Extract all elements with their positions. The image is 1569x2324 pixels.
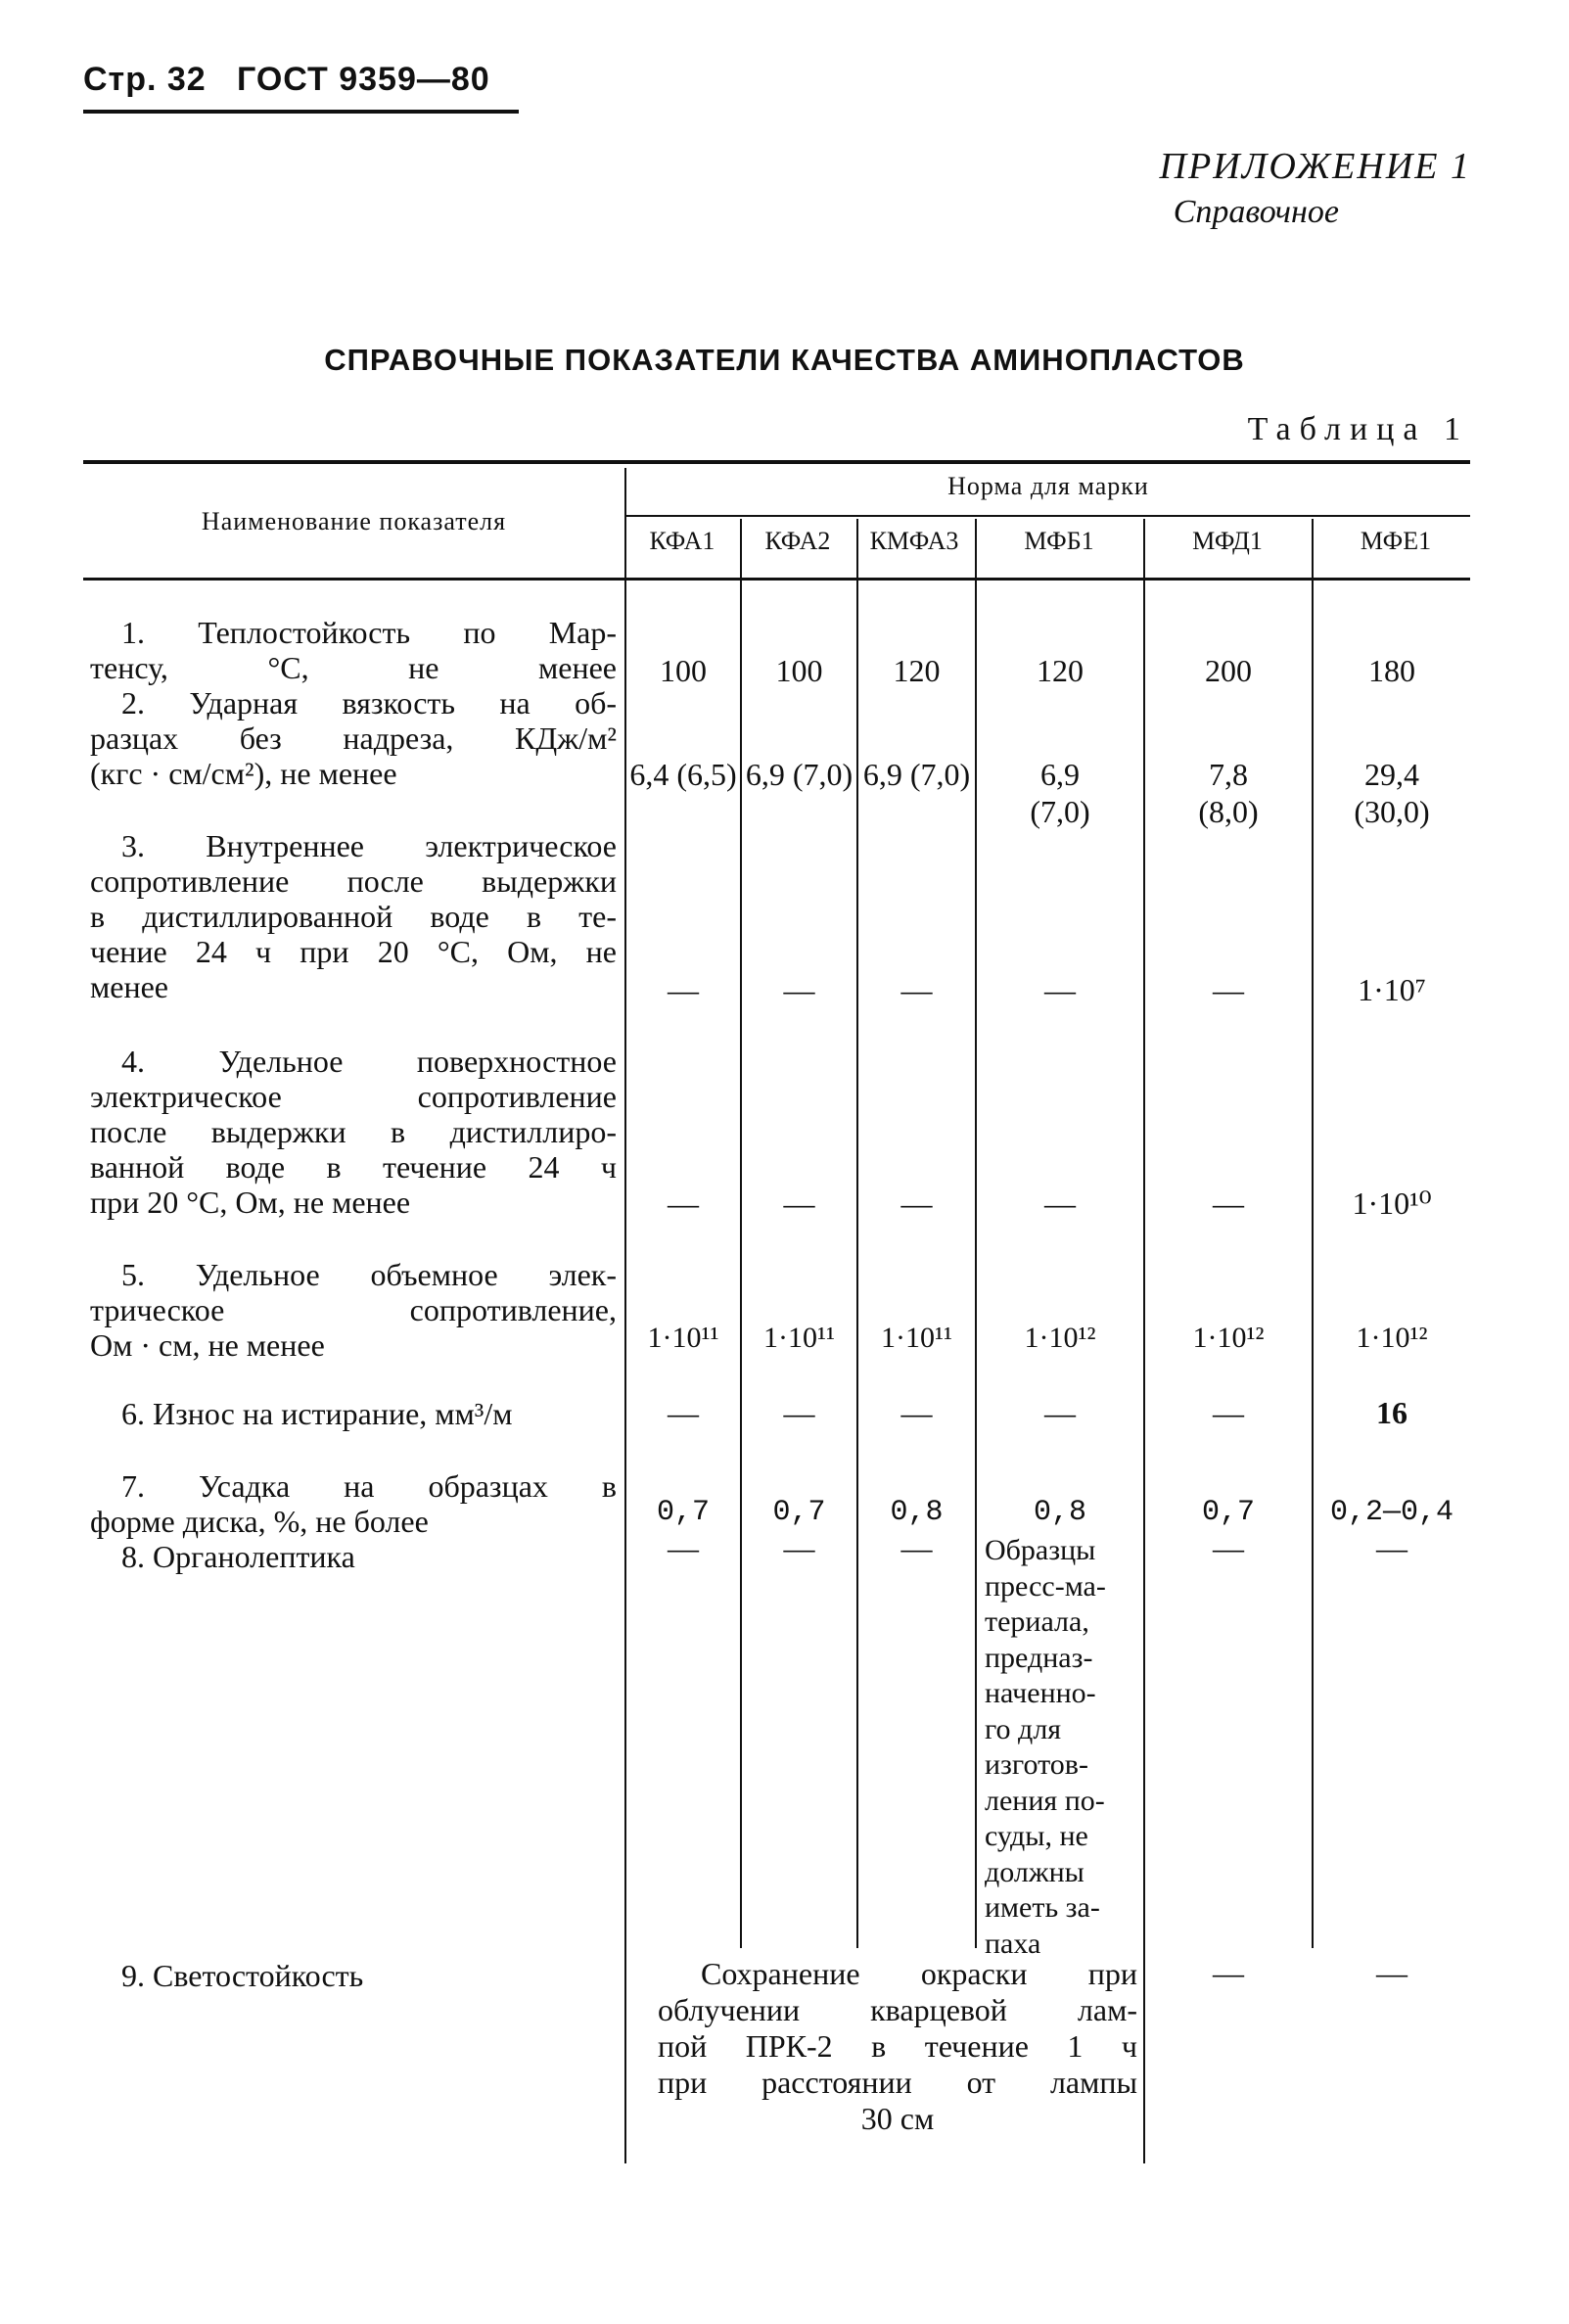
- row7-value-kfa2: 0,7: [772, 1496, 826, 1529]
- column-header-kmfa3: КМФА3: [869, 527, 959, 555]
- appendix-title: ПРИЛОЖЕНИЕ 1: [1159, 146, 1471, 187]
- mfb1-organ-line: наченно-: [985, 1677, 1096, 1709]
- row9-merged-value: [658, 1956, 1137, 2137]
- row7-label-line2: форме диска, %, не более: [90, 1504, 429, 1539]
- header-norm: Норма для марки: [947, 472, 1149, 500]
- row4-label-line1: 4. Удельное поверхностное: [121, 1044, 617, 1079]
- row9-merged-line3: пой ПРК-2 в течение 1 ч: [658, 2028, 1137, 2064]
- mfb1-organ-line: го для: [985, 1712, 1062, 1745]
- row8-value-kfa1: —: [668, 1530, 699, 1565]
- row1-value-kmfa3: 120: [893, 653, 941, 688]
- row4-value-mfe1: 1·10¹⁰: [1352, 1185, 1432, 1221]
- row9-merged-line4: при расстоянии от лампы: [658, 2065, 1137, 2100]
- row4-label-line3: после выдержки в дистиллиро-: [90, 1114, 617, 1149]
- row-labels: [90, 615, 617, 791]
- mfb1-organ-line: ления по-: [985, 1784, 1105, 1817]
- row7-value-mfe1: 0,2—0,4: [1329, 1496, 1454, 1529]
- table-label: Таблица 1: [1247, 411, 1469, 447]
- row2-label-line3: (кгс · см/см²), не менее: [90, 756, 397, 791]
- row2-value-kfa1: 6,4 (6,5): [629, 757, 737, 792]
- row8-label: 8. Органолептика: [121, 1539, 355, 1574]
- row3-value-kfa2: —: [783, 972, 815, 1007]
- header-indicator-name: Наименование показателя: [201, 507, 507, 535]
- mfb1-organ-line: Образцы: [985, 1534, 1096, 1566]
- mfb1-organ-line: должны: [985, 1855, 1084, 1888]
- mfb1-organ-line: иметь за-: [985, 1891, 1100, 1924]
- row8-value-kfa2: —: [783, 1530, 815, 1565]
- row1-value-kfa1: 100: [660, 653, 707, 688]
- norm-header-rule: [624, 515, 1470, 517]
- row2-label-line2: разцах без надреза, КДж/м²: [90, 720, 617, 756]
- row9-value-mfd1: —: [1213, 1955, 1244, 1990]
- row4-label-line4: ванной воде в течение 24 ч: [90, 1149, 617, 1185]
- row1-value-mfe1: 180: [1368, 653, 1415, 688]
- appendix-status: Справочное: [1173, 194, 1339, 230]
- row7-value-kfa1: 0,7: [656, 1496, 710, 1529]
- col-divider-3: [975, 519, 977, 1948]
- column-header-mfb1: МФБ1: [1024, 527, 1094, 555]
- row2-value-mfb1: 6,9 (7,0): [1030, 757, 1090, 829]
- row4-value-mfd1: —: [1213, 1185, 1244, 1221]
- row5-label-line3: Ом · см, не менее: [90, 1327, 325, 1363]
- row2-value-kfa2: 6,9 (7,0): [745, 757, 854, 792]
- row3-label-line5: менее: [90, 969, 168, 1004]
- row5-labels: [90, 1257, 617, 1363]
- page-header: [83, 61, 490, 99]
- row3-value-mfe1: 1·10⁷: [1358, 972, 1426, 1007]
- row6-value-mfd1: —: [1213, 1395, 1244, 1430]
- mfb1-organ-line: паха: [985, 1927, 1041, 1960]
- row1-value-kfa2: 100: [775, 653, 823, 688]
- row3-label-line2: сопротивление после выдержки: [90, 863, 617, 899]
- col-divider-0: [624, 468, 626, 2163]
- row6-value-kmfa3: —: [900, 1395, 933, 1430]
- row6-value-kfa2: —: [783, 1395, 815, 1430]
- table-top-rule: [83, 460, 1470, 464]
- mfb1-organ-line: пресс-ма-: [985, 1569, 1106, 1603]
- row2-label-line1: 2. Ударная вязкость на об-: [121, 685, 617, 720]
- row2-value-kmfa3: 6,9 (7,0): [862, 757, 971, 792]
- row8-value-kmfa3: —: [900, 1530, 933, 1565]
- col-divider-2: [856, 519, 858, 1948]
- row1-label-line1: 1. Теплостойкость по Мар-: [121, 615, 617, 650]
- row7-value-kmfa3: 0,8: [890, 1496, 944, 1529]
- header-bottom-rule: [83, 578, 1470, 581]
- row7-value-mfd1: 0,7: [1201, 1496, 1255, 1529]
- row8-value-mfb1: [985, 1533, 1141, 1962]
- header-rule: [83, 110, 519, 114]
- row5-value-mfe1: 1·10¹²: [1356, 1322, 1428, 1354]
- row3-labels: [90, 828, 617, 1004]
- row1-label-line2: тенсу, °С, не менее: [90, 650, 617, 685]
- row9-merged-line5: 30 см: [860, 2101, 935, 2136]
- row6-value-kfa1: —: [668, 1395, 699, 1430]
- column-header-kfa2: КФА2: [764, 527, 831, 555]
- column-header-mfe1: МФЕ1: [1360, 527, 1432, 555]
- page-number: Стр. 32: [83, 61, 207, 98]
- mfb1-organ-line: териала,: [985, 1605, 1089, 1638]
- row7-labels: [90, 1468, 617, 1539]
- col-divider-1: [740, 519, 742, 1948]
- row8-value-mfd1: —: [1213, 1530, 1244, 1565]
- mfb1-organ-line: суды, не: [985, 1820, 1088, 1852]
- row3-label-line4: чение 24 ч при 20 °С, Ом, не: [90, 934, 617, 969]
- row5-value-mfb1: 1·10¹²: [1024, 1322, 1096, 1354]
- row3-value-kmfa3: —: [900, 972, 933, 1007]
- mfb1-organ-line: предназ-: [985, 1641, 1093, 1674]
- row1-value-mfd1: 200: [1205, 653, 1252, 688]
- row5-value-kfa2: 1·10¹¹: [763, 1322, 835, 1354]
- row4-value-mfb1: —: [1044, 1185, 1076, 1221]
- mfb1-organ-line: изготов-: [985, 1748, 1088, 1781]
- row6-value-mfe1: 16: [1376, 1395, 1407, 1430]
- row4-value-kmfa3: —: [900, 1185, 933, 1221]
- row9-merged-line2: облучении кварцевой лам-: [658, 1992, 1137, 2027]
- row2-value-mfd1: 7,8 (8,0): [1198, 757, 1259, 829]
- row5-label-line1: 5. Удельное объемное элек-: [121, 1257, 617, 1292]
- row6-label: 6. Износ на истирание, мм³/м: [121, 1396, 513, 1431]
- row4-value-kfa1: —: [668, 1185, 699, 1221]
- col-divider-5: [1312, 519, 1314, 1948]
- column-header-kfa1: КФА1: [649, 527, 715, 555]
- row4-value-kfa2: —: [783, 1185, 815, 1221]
- standard-number: ГОСТ 9359—80: [237, 61, 490, 98]
- row5-label-line2: трическое сопротивление,: [90, 1292, 617, 1327]
- row9-merged-line1: Сохранение окраски при: [701, 1956, 1137, 1991]
- row4-labels: [90, 1044, 617, 1220]
- row9-label: 9. Светостойкость: [121, 1958, 364, 1993]
- row3-value-mfb1: —: [1044, 972, 1076, 1007]
- row5-value-kfa1: 1·10¹¹: [647, 1322, 719, 1354]
- row7-label-line1: 7. Усадка на образцах в: [121, 1468, 617, 1504]
- column-header-mfd1: МФД1: [1192, 527, 1263, 555]
- row4-label-line2: электрическое сопротивление: [90, 1079, 617, 1114]
- row1-value-mfb1: 120: [1037, 653, 1084, 688]
- row4-label-line5: при 20 °С, Ом, не менее: [90, 1185, 411, 1220]
- row2-value-mfe1: 29,4 (30,0): [1354, 757, 1430, 829]
- row3-label-line3: в дистиллированной воде в те-: [90, 899, 617, 934]
- row5-value-mfd1: 1·10¹²: [1192, 1322, 1265, 1354]
- row8-value-mfe1: —: [1376, 1530, 1407, 1565]
- row6-value-mfb1: —: [1044, 1395, 1076, 1430]
- row3-value-mfd1: —: [1213, 972, 1244, 1007]
- document-title: СПРАВОЧНЫЕ ПОКАЗАТЕЛИ КАЧЕСТВА АМИНОПЛАСТОВ: [324, 343, 1245, 377]
- row9-value-mfe1: —: [1376, 1955, 1407, 1990]
- row3-label-line1: 3. Внутреннее электрическое: [121, 828, 617, 863]
- row5-value-kmfa3: 1·10¹¹: [881, 1322, 952, 1354]
- row7-value-mfb1: 0,8: [1033, 1496, 1086, 1529]
- row3-value-kfa1: —: [668, 972, 699, 1007]
